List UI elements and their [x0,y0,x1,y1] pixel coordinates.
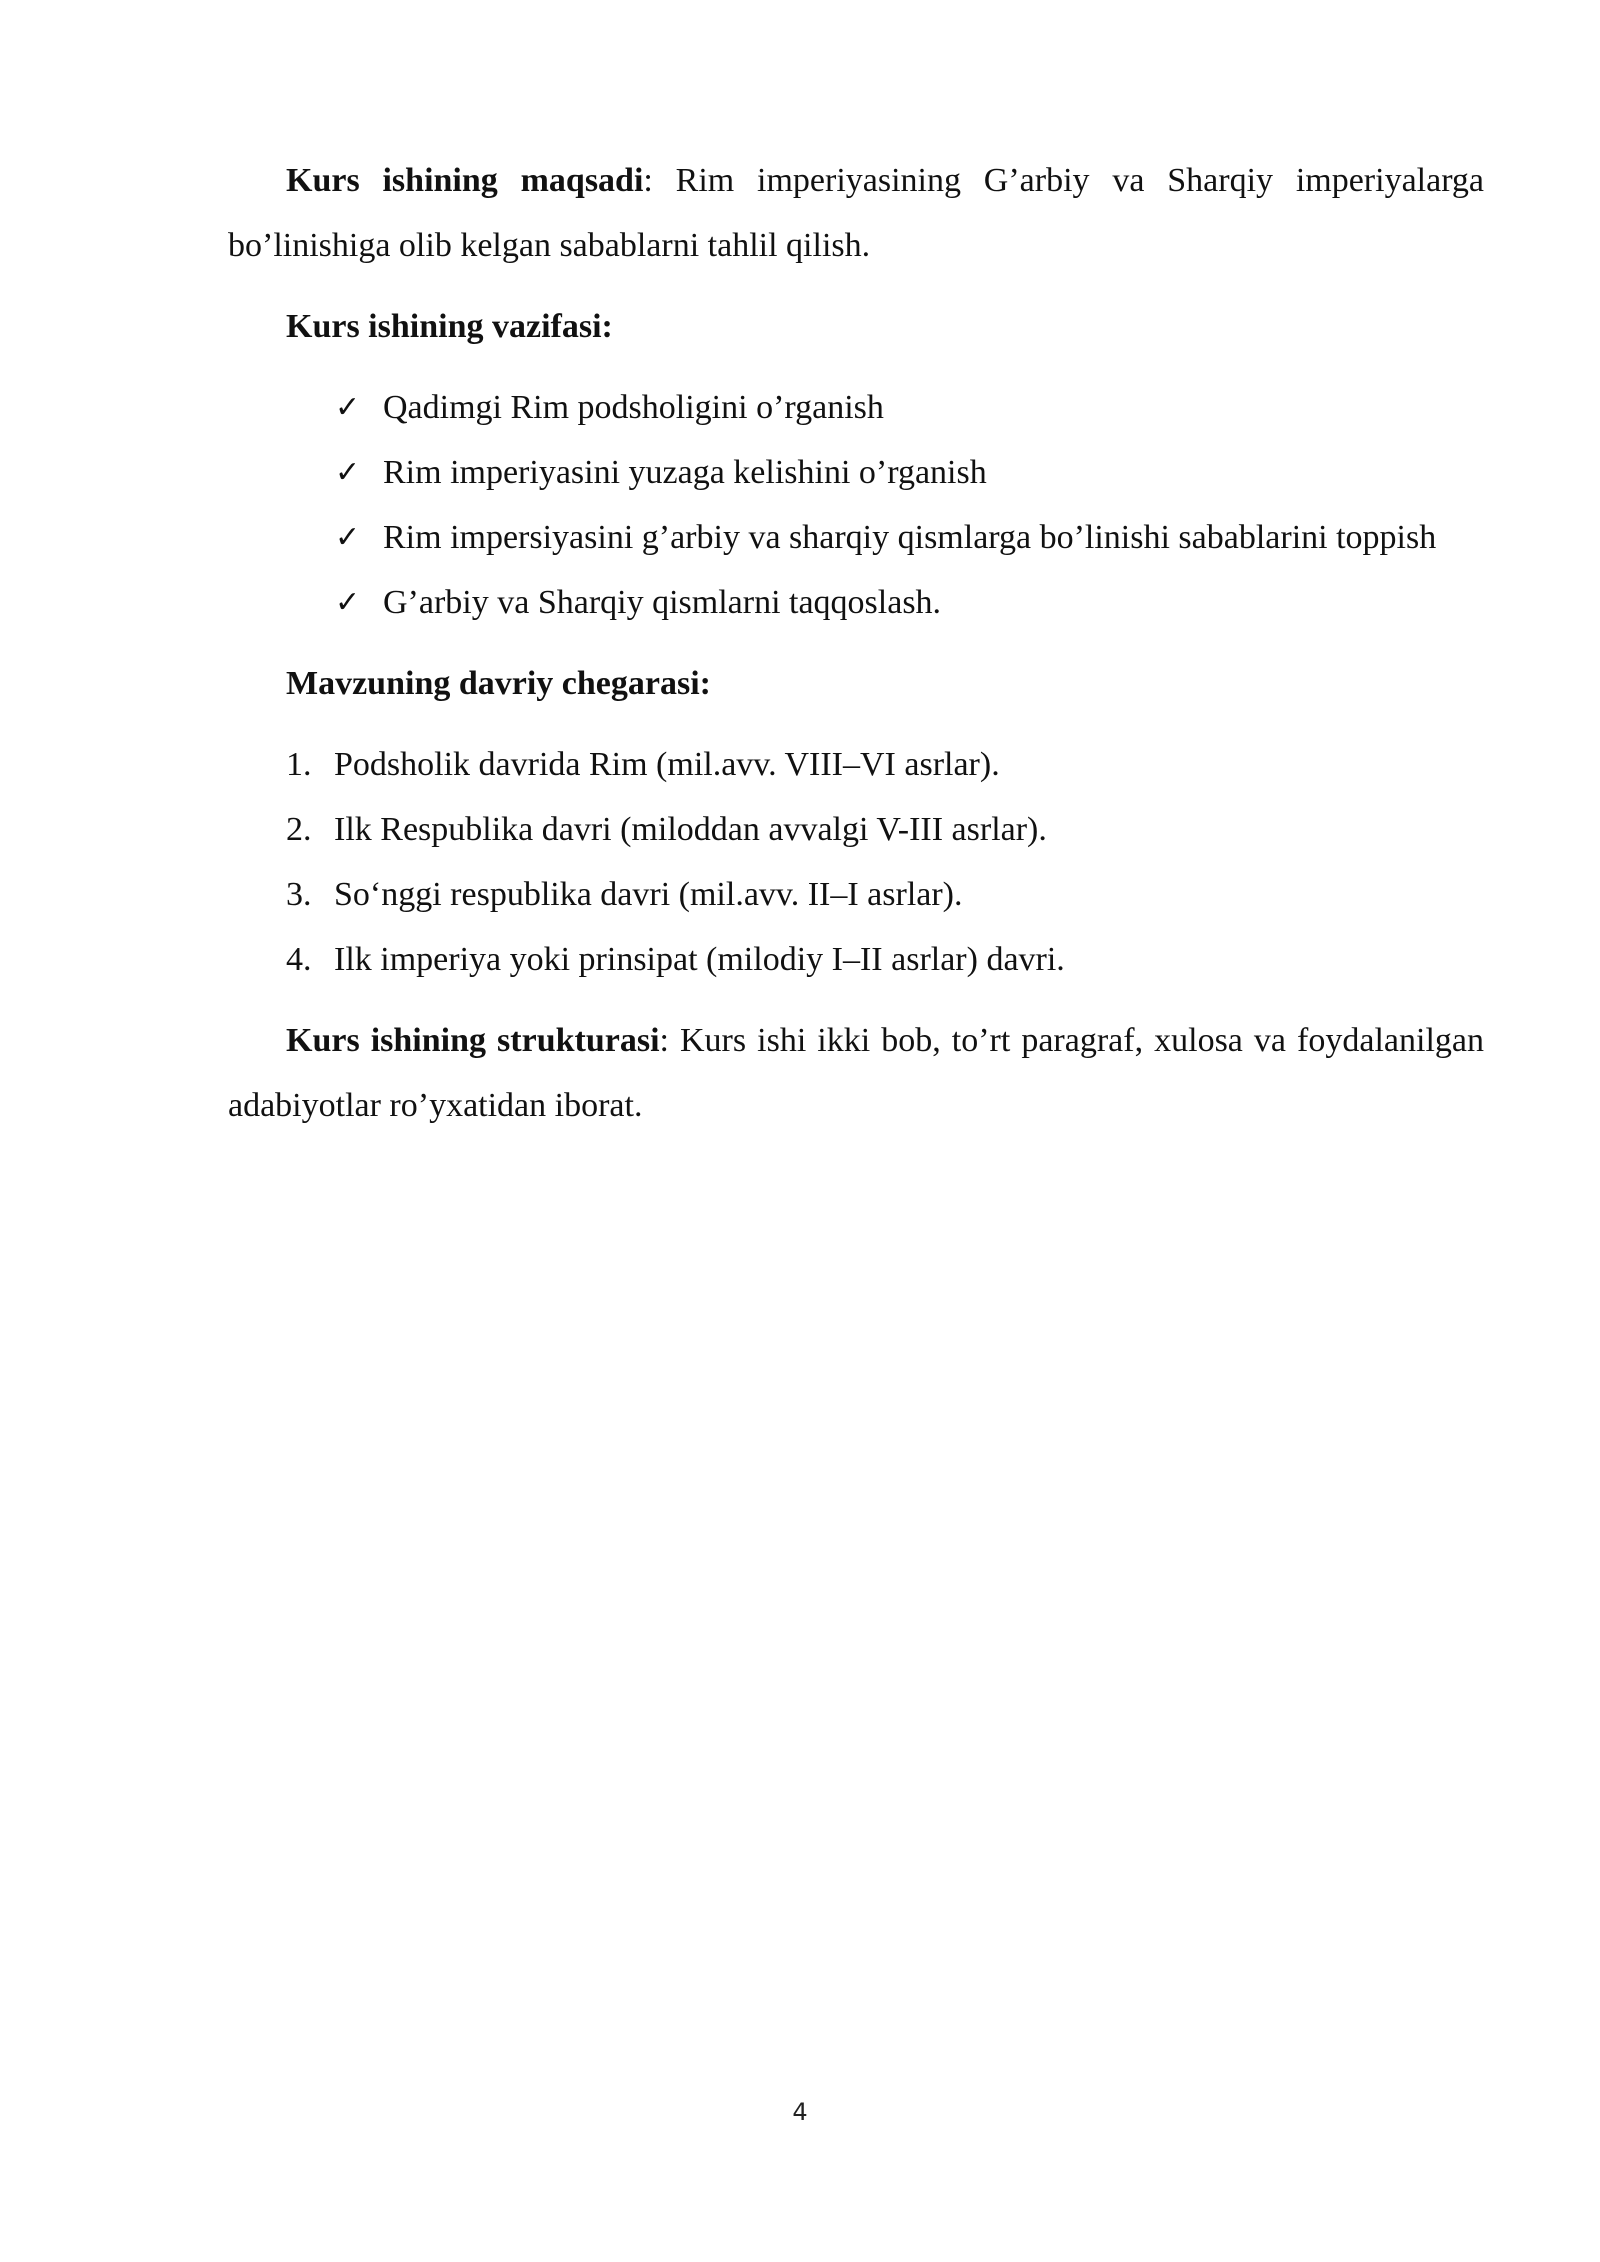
period-list [228,732,1484,992]
goal-text: Rim imperiyasining G’arbiy va Sharqiy imperiyalarga bo’linishiga olib kelgan sabablarni tahlil qilish. [228,162,1484,264]
period-item-text: Podsholik davrida Rim (mil.avv. VIII–VI asrlar). [334,746,1000,783]
period-item [286,927,1484,992]
period-item-number: 4. [286,941,312,978]
goal-paragraph [228,148,1484,278]
structure-paragraph [228,1008,1484,1138]
tasks-list [228,375,1484,635]
task-item-text: Rim imperiyasini yuzaga kelishini o’rganish [383,454,987,491]
goal-separator: : [643,162,653,199]
checkmark-icon: ✓ [335,455,361,490]
structure-text: Kurs ishi ikki bob, to’rt paragraf, xulosa va foydalanilgan adabiyotlar ro’yxatidan iborat. [228,1022,1484,1124]
task-item [335,570,1484,635]
task-item-text: G’arbiy va Sharqiy qismlarni taqqoslash. [383,584,942,621]
goal-label: Kurs ishining maqsadi [286,162,644,199]
page-content [228,148,1484,1138]
period-item [286,862,1484,927]
checkmark-icon: ✓ [335,585,361,620]
period-item-text: Ilk Respublika davri (miloddan avvalgi V-III asrlar). [334,811,1047,848]
checkmark-icon: ✓ [335,390,361,425]
page-number: 4 [792,2098,808,2126]
period-item [286,732,1484,797]
period-item-text: Ilk imperiya yoki prinsipat (milodiy I–II asrlar) davri. [334,941,1065,978]
period-item [286,797,1484,862]
structure-label: Kurs ishining strukturasi [286,1022,660,1059]
period-item-number: 3. [286,876,312,913]
task-item [335,440,1484,505]
tasks-heading: Kurs ishining vazifasi: [286,308,613,345]
period-item-number: 1. [286,746,312,783]
structure-separator: : [659,1022,669,1059]
period-heading: Mavzuning davriy chegarasi: [286,665,711,702]
task-item [335,375,1484,440]
task-item-text: Qadimgi Rim podsholigini o’rganish [383,389,884,426]
task-item [335,505,1484,570]
task-item-text: Rim impersiyasini g’arbiy va sharqiy qismlarga bo’linishi sabablarini toppish [383,519,1437,556]
period-item-number: 2. [286,811,312,848]
checkmark-icon: ✓ [335,520,361,555]
period-item-text: So‘nggi respublika davri (mil.avv. II–I asrlar). [334,876,963,913]
